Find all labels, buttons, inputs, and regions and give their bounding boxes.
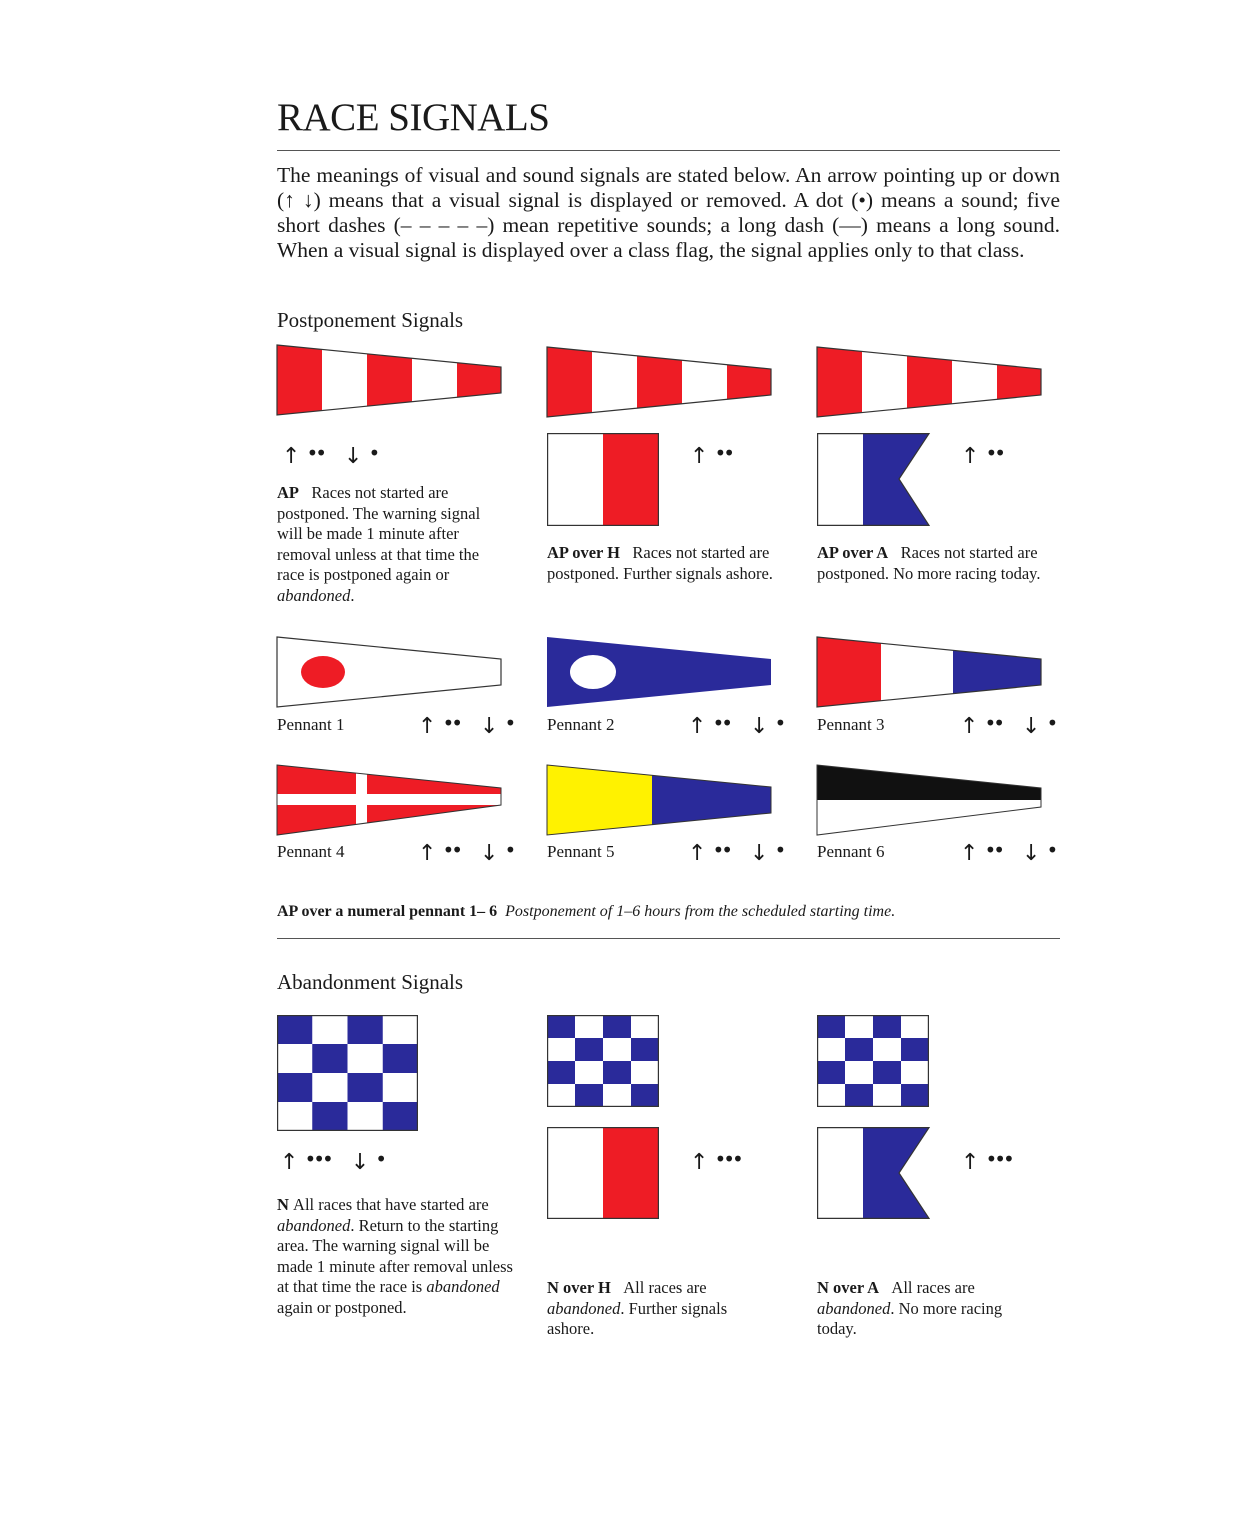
- three-dots-icon: •••: [985, 1147, 1012, 1171]
- up-arrow-icon: ↑: [690, 1150, 709, 1175]
- pennant-1-sound-signal: [418, 713, 513, 738]
- up-arrow-icon: ↑: [960, 714, 979, 739]
- n-over-h-sound-signal: [690, 1149, 741, 1174]
- a-flag: [817, 433, 929, 526]
- up-arrow-icon: ↑: [688, 841, 707, 866]
- down-arrow-icon: ↓: [344, 444, 363, 469]
- footnote-text: Postponement of 1–6 hours from the scheduled starting time.: [505, 903, 896, 920]
- pennant-1-label: Pennant 1: [277, 715, 345, 734]
- one-dot-icon: •: [504, 711, 514, 735]
- pennant-4-sound-signal: [418, 840, 513, 865]
- ap-code: AP: [277, 483, 299, 502]
- n-sound-signal: [280, 1149, 384, 1174]
- pennant-4-flag: [277, 765, 501, 836]
- n-over-a-text: All races are abandoned. No more racing today.: [817, 1278, 1003, 1338]
- one-dot-icon: •: [504, 838, 514, 862]
- pennant-6-label: Pennant 6: [817, 842, 885, 861]
- a-flag: [817, 1127, 929, 1219]
- up-arrow-icon: ↑: [688, 714, 707, 739]
- one-dot-icon: •: [1046, 711, 1056, 735]
- two-dots-icon: ••: [712, 711, 731, 735]
- h-flag: [547, 433, 659, 526]
- up-arrow-icon: ↑: [961, 444, 980, 469]
- pennant-6-flag: [817, 765, 1041, 836]
- one-dot-icon: •: [1046, 838, 1056, 862]
- down-arrow-icon: ↓: [750, 714, 769, 739]
- ap-over-h-sound-signal: [690, 443, 732, 468]
- ap-over-h-text: Races not started are postponed. Further signals ashore.: [547, 543, 773, 583]
- pennant-5-sound-signal: [688, 840, 783, 865]
- h-flag: [547, 1127, 659, 1219]
- pennant-2-label: Pennant 2: [547, 715, 615, 734]
- ap-flag: [547, 347, 771, 418]
- pennant-1-flag: [277, 637, 501, 708]
- n-text: All races that have started are abandoned. Return to the starting area. The warning signal will be made 1 minute after removal unless at that time the race is abandoned again or postponed.: [277, 1195, 513, 1317]
- two-dots-icon: ••: [306, 441, 325, 465]
- ap-flag: [817, 347, 1041, 418]
- n-code: N: [277, 1195, 289, 1214]
- n-over-a-sound-signal: [961, 1149, 1012, 1174]
- down-arrow-icon: ↓: [1022, 714, 1041, 739]
- pennant-4-label: Pennant 4: [277, 842, 345, 861]
- ap-over-h-code: AP over H: [547, 543, 621, 562]
- up-arrow-icon: ↑: [280, 1150, 299, 1175]
- abandonment-heading: Abandonment Signals: [277, 970, 464, 994]
- pennant-3-label: Pennant 3: [817, 715, 885, 734]
- n-over-a-code: N over A: [817, 1278, 880, 1297]
- n-over-h-caption: [547, 1278, 767, 1340]
- up-arrow-icon: ↑: [282, 444, 301, 469]
- n-over-h-text: All races are abandoned. Further signals ashore.: [547, 1278, 728, 1338]
- two-dots-icon: ••: [984, 711, 1003, 735]
- n-flag: [547, 1015, 659, 1107]
- one-dot-icon: •: [368, 441, 378, 465]
- down-arrow-icon: ↓: [480, 841, 499, 866]
- down-arrow-icon: ↓: [1022, 841, 1041, 866]
- pennant-5-label: Pennant 5: [547, 842, 615, 861]
- up-arrow-icon: ↑: [418, 714, 437, 739]
- ap-caption: [277, 483, 505, 606]
- pennant-2-sound-signal: [688, 713, 783, 738]
- one-dot-icon: •: [774, 838, 784, 862]
- down-arrow-icon: ↓: [750, 841, 769, 866]
- two-dots-icon: ••: [442, 711, 461, 735]
- one-dot-icon: •: [375, 1147, 385, 1171]
- three-dots-icon: •••: [304, 1147, 331, 1171]
- two-dots-icon: ••: [442, 838, 461, 862]
- two-dots-icon: ••: [984, 838, 1003, 862]
- pennant-2-flag: [547, 637, 771, 708]
- section-divider: [277, 938, 1060, 939]
- two-dots-icon: ••: [712, 838, 731, 862]
- up-arrow-icon: ↑: [418, 841, 437, 866]
- pennant-5-flag: [547, 765, 771, 836]
- ap-over-a-code: AP over A: [817, 543, 889, 562]
- ap-over-a-sound-signal: [961, 443, 1003, 468]
- postponement-heading: Postponement Signals: [277, 308, 464, 332]
- up-arrow-icon: ↑: [961, 1150, 980, 1175]
- down-arrow-icon: ↓: [480, 714, 499, 739]
- n-flag: [817, 1015, 929, 1107]
- two-dots-icon: ••: [985, 441, 1004, 465]
- ap-sound-signal: [282, 443, 377, 468]
- n-over-a-caption: [817, 1278, 1037, 1340]
- two-dots-icon: ••: [714, 441, 733, 465]
- n-flag: [277, 1015, 418, 1131]
- ap-over-a-text: Races not started are postponed. No more racing today.: [817, 543, 1041, 583]
- up-arrow-icon: ↑: [960, 841, 979, 866]
- pennant-3-sound-signal: [960, 713, 1055, 738]
- footnote-code: AP over a numeral pennant 1– 6: [277, 903, 498, 920]
- title-divider: [277, 150, 1060, 151]
- ap-over-h-caption: [547, 543, 775, 584]
- numeral-pennant-footnote: [277, 902, 895, 922]
- ap-flag: [277, 345, 501, 416]
- pennant-6-sound-signal: [960, 840, 1055, 865]
- n-over-h-code: N over H: [547, 1278, 611, 1297]
- ap-over-a-caption: [817, 543, 1049, 584]
- n-caption: [277, 1195, 517, 1318]
- intro-paragraph: The meanings of visual and sound signals are stated below. An arrow pointing up or down (↑ ↓) means that a visual signal is displayed or removed. A dot (•) means a sound; five short dashes (– – – – –) mean repetitive sounds; a long dash (—) means a long sound. When a visual signal is displayed over a class flag, the signal applies only to that class.: [277, 163, 1060, 262]
- one-dot-icon: •: [774, 711, 784, 735]
- three-dots-icon: •••: [714, 1147, 741, 1171]
- down-arrow-icon: ↓: [350, 1150, 370, 1175]
- up-arrow-icon: ↑: [690, 444, 709, 469]
- page-title: RACE SIGNALS: [277, 96, 550, 139]
- pennant-3-flag: [817, 637, 1041, 708]
- ap-text: Races not started are postponed. The warning signal will be made 1 minute after removal unless at that time the race is postponed again or abandoned.: [277, 483, 481, 605]
